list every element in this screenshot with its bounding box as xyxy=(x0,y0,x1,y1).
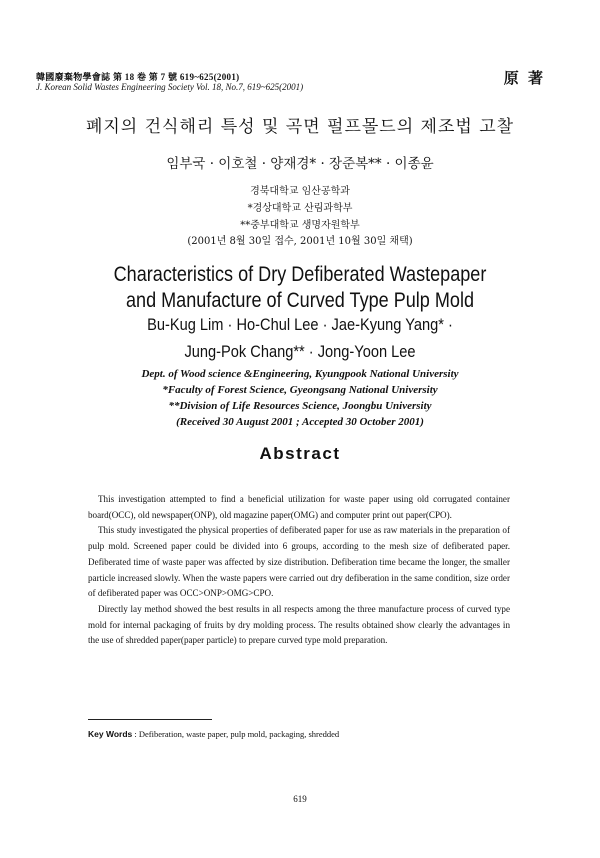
korean-affiliation: *경상대학교 산림과학부 xyxy=(247,203,353,214)
english-affiliation: *Faculty of Forest Science, Gyeongsang National University xyxy=(162,384,438,396)
article-type-badge: 原 著 xyxy=(503,69,545,87)
english-authors-line1: Bu-Kug Lim · Ho-Chul Lee · Jae-Kyung Yang* · xyxy=(147,315,453,334)
footnote-divider xyxy=(88,719,212,720)
journal-header-english: J. Korean Solid Wastes Engineering Society Vol. 18, No.7, 619~625(2001) xyxy=(36,82,304,92)
english-dates: (Received 30 August 2001 ; Accepted 30 October 2001) xyxy=(176,416,424,428)
keywords-label: Key Words xyxy=(88,729,133,739)
abstract-heading: Abstract xyxy=(259,444,341,463)
korean-affiliation: 경북대학교 임산공학과 xyxy=(250,186,350,197)
keywords-text: : Defiberation, waste paper, pulp mold, packaging, shredded xyxy=(132,729,340,739)
english-affiliation: Dept. of Wood science &Engineering, Kyungpook National University xyxy=(141,368,459,380)
korean-dates: (2001년 8월 30일 접수, 2001년 10월 30일 채택) xyxy=(187,236,413,247)
english-title-line1: Characteristics of Dry Defiberated Wastepaper xyxy=(113,263,487,286)
english-authors-line2: Jung-Pok Chang** · Jong-Yoon Lee xyxy=(184,342,416,361)
abstract-paragraph: This investigation attempted to find a beneficial utilization for waste paper using old corrugated container board(OCC), old newspaper(ONP), old magazine paper(OMG) and computer print out paper(CPO). xyxy=(88,494,510,520)
abstract-paragraph: This study investigated the physical properties of defiberated paper for use as raw materials in the preparation of pulp mold. Screened paper could be divided into 6 groups, according to the mesh size of defiberated paper. Defiberated time of waste paper was affected by size distribution. Defiberation time became the longer, the smaller particle increased slowly. When the waste papers were carried out dry defiberation in the same condition, size order of defiberated paper was OCC>ONP>OMG>CPO. xyxy=(88,525,510,599)
korean-title: 폐지의 건식해리 특성 및 곡면 펄프몰드의 제조법 고찰 xyxy=(85,117,515,137)
page-number: 619 xyxy=(293,794,307,804)
keywords xyxy=(88,729,339,739)
journal-header-korean: 韓國廢棄物學會誌 第 18 卷 第 7 號 619~625(2001) xyxy=(36,72,240,82)
english-affiliation: **Division of Life Resources Science, Joongbu University xyxy=(168,400,432,412)
abstract-body xyxy=(88,492,510,649)
abstract-paragraph: Directly lay method showed the best results in all respects among the three manufacture process of curved type mold for internal packaging of fruits by dry molding process. The results obtained show clearly the advantages in the use of shredded paper(paper particle) to prepare curved type mold preparation. xyxy=(88,603,510,646)
korean-authors: 임부국 · 이호철 · 양재경* · 장준복** · 이종윤 xyxy=(166,156,434,172)
english-title-line2: and Manufacture of Curved Type Pulp Mold xyxy=(125,289,475,312)
korean-affiliation: **중부대학교 생명자원학부 xyxy=(240,220,360,231)
